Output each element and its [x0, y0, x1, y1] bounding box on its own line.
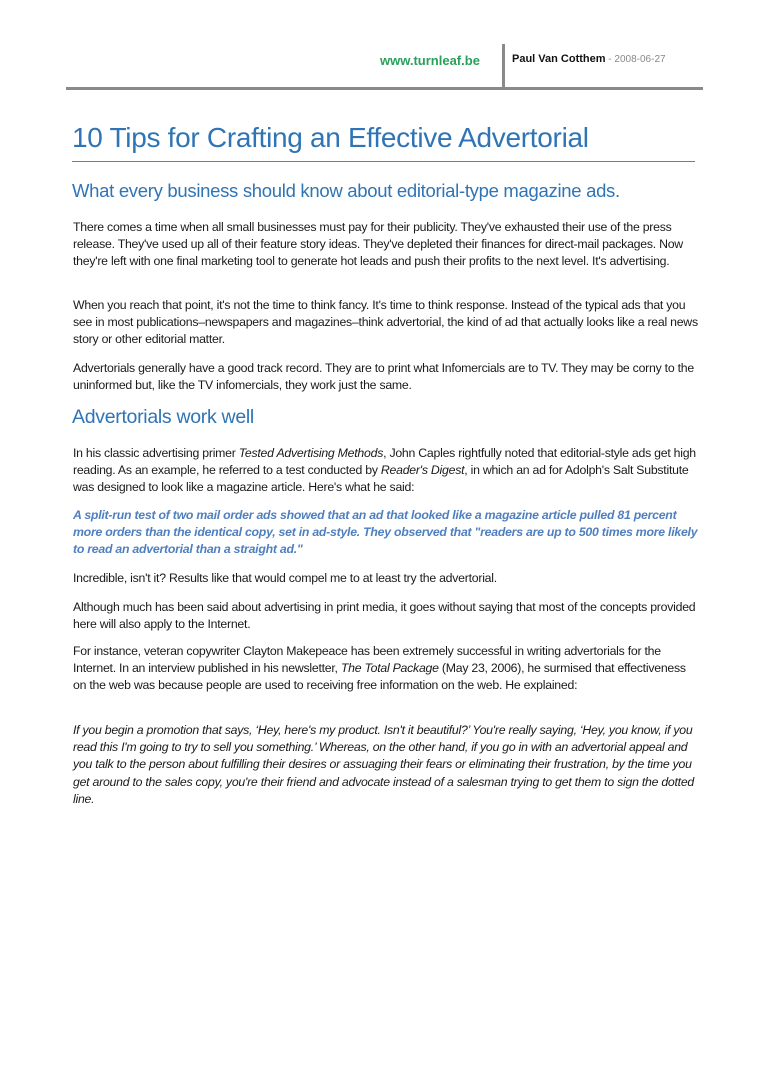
- quote: A split-run test of two mail order ads showed that an ad that looked like a magazine article pulled 81 percent more orders than the identical copy, set in ad-style. They observed that "readers are up to 500 times more likely to read an advertorial than a straight ad.": [73, 508, 698, 557]
- section-heading: Advertorials work well: [72, 406, 254, 428]
- paragraph-7: [73, 643, 698, 695]
- header-site-link[interactable]: www.turnleaf.be: [380, 53, 480, 68]
- separator: -: [605, 54, 615, 65]
- header-date: 2008-06-27: [614, 54, 666, 65]
- paragraph-3: Advertorials generally have a good track record. They are to print what Infomercials are to TV. They may be corny to the uninformed but, like the TV infomercials, they work just the same.: [73, 361, 694, 393]
- subtitle: What every business should know about editorial-type magazine ads.: [72, 180, 620, 201]
- header-author: [512, 53, 666, 65]
- title-rule: [72, 161, 695, 162]
- text: In his classic advertising primer: [73, 446, 239, 460]
- text: , John Caples rightfully noted that editorial-style ads get high reading. As an example, he referred to a test conducted by: [73, 446, 696, 478]
- paragraph-1: There comes a time when all small businesses must pay for their publicity. They've exhausted their use of the press release. They've used up all of their feature story ideas. They've depleted their finances for direct-mail packages. Now they're left with one final marketing tool to generate hot leads and push their profits to the next level. It's advertising.: [73, 220, 683, 269]
- paragraph-5: Incredible, isn't it? Results like that would compel me to at least try the advertorial.: [73, 571, 497, 585]
- header-divider: [502, 44, 505, 89]
- text: For instance, veteran copywriter Clayton Makepeace has been extremely successful in writing advertorials for the Internet. In an interview published in his newsletter,: [73, 644, 661, 676]
- text: , in which an ad for Adolph's Salt Substitute was designed to look like a magazine article. Here's what he said:: [73, 463, 689, 495]
- header-rule: [66, 87, 703, 90]
- text: (May 23, 2006), he surmised that effectiveness on the web was because people are used to receiving free information on the web. He explained:: [73, 661, 686, 693]
- paragraph-2: When you reach that point, it's not the time to think fancy. It's time to think response. Instead of the typical ads that you see in most publications–newspapers and magazines–think advertorial, the kind of ad that actually looks like a real news story or other editorial matter.: [73, 298, 698, 347]
- paragraph-8-quote: If you begin a promotion that says, ‘Hey, here's my product. Isn't it beautiful?’ You're really saying, ‘Hey, you know, if you read this I'm going to try to sell you something.’ Whereas, on the other hand, if you go in with an advertorial appeal and you talk to the person about fulfilling their desires or assuaging their fears or eliminating their frustration, by the time you get around to the sales copy, you're their friend and advocate instead of a salesman trying to get them to sign the dotted line.: [73, 723, 695, 806]
- publication-title: Reader's Digest: [380, 463, 465, 478]
- paragraph-4: [73, 445, 698, 497]
- newsletter-title: The Total Package: [340, 661, 439, 676]
- book-title: Tested Advertising Methods: [238, 446, 384, 460]
- author-name: Paul Van Cotthem: [512, 53, 606, 65]
- paragraph-6: Although much has been said about advertising in print media, it goes without saying that most of the concepts provided here will also apply to the Internet.: [73, 600, 696, 632]
- page-title: 10 Tips for Crafting an Effective Advertorial: [72, 122, 589, 153]
